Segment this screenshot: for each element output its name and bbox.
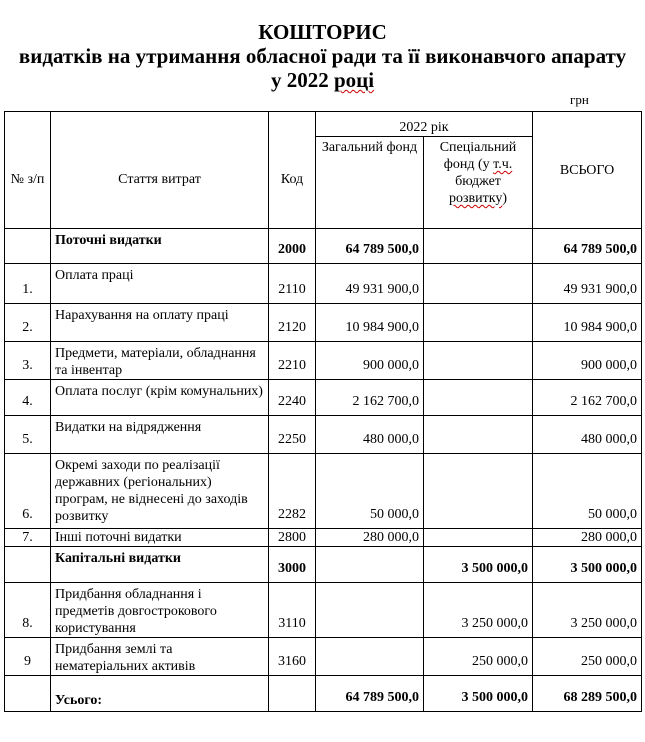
row-code: 2110 bbox=[269, 264, 316, 304]
table-row bbox=[5, 229, 642, 264]
row-total: 68 289 500,0 bbox=[533, 676, 642, 712]
row-special bbox=[424, 416, 533, 454]
document-title: КОШТОРИС bbox=[258, 20, 387, 44]
table-row bbox=[5, 304, 642, 342]
row-total: 50 000,0 bbox=[533, 454, 642, 529]
header-special-dev: розвитку bbox=[448, 191, 503, 206]
row-num: 3. bbox=[5, 342, 51, 380]
row-special bbox=[424, 304, 533, 342]
table-row bbox=[5, 676, 642, 712]
row-num: 7. bbox=[5, 529, 51, 547]
row-num: 4. bbox=[5, 380, 51, 416]
row-total: 900 000,0 bbox=[533, 342, 642, 380]
row-special bbox=[424, 264, 533, 304]
row-item: Усього: bbox=[51, 676, 269, 712]
row-code: 2210 bbox=[269, 342, 316, 380]
row-item: Оплата праці bbox=[51, 264, 269, 304]
header-year: 2022 рік bbox=[316, 112, 533, 137]
row-general bbox=[316, 583, 424, 638]
row-item: Нарахування на оплату праці bbox=[51, 304, 269, 342]
row-special: 3 500 000,0 bbox=[424, 547, 533, 583]
row-general: 49 931 900,0 bbox=[316, 264, 424, 304]
row-special bbox=[424, 380, 533, 416]
row-general: 900 000,0 bbox=[316, 342, 424, 380]
row-total: 64 789 500,0 bbox=[533, 229, 642, 264]
row-num bbox=[5, 229, 51, 264]
table-row bbox=[5, 342, 642, 380]
header-num: № з/п bbox=[5, 112, 51, 229]
row-num bbox=[5, 547, 51, 583]
row-general bbox=[316, 547, 424, 583]
header-special-suffix: ) bbox=[502, 191, 508, 206]
row-num: 1. bbox=[5, 264, 51, 304]
table-row bbox=[5, 529, 642, 547]
row-general bbox=[316, 638, 424, 676]
document-subtitle: видатків на утримання обласної ради та її виконавчого апарату bbox=[18, 44, 627, 68]
budget-table bbox=[4, 111, 642, 712]
row-item: Придбання обладнання і предметів довгострокового користування bbox=[51, 583, 269, 638]
table-row bbox=[5, 380, 642, 416]
table-row bbox=[5, 583, 642, 638]
row-general: 480 000,0 bbox=[316, 416, 424, 454]
row-code bbox=[269, 676, 316, 712]
currency-unit: грн bbox=[570, 92, 589, 107]
header-item: Стаття витрат bbox=[51, 112, 269, 229]
row-special bbox=[424, 454, 533, 529]
row-item: Інші поточні видатки bbox=[51, 529, 269, 547]
row-num: 8. bbox=[5, 583, 51, 638]
row-total: 10 984 900,0 bbox=[533, 304, 642, 342]
header-total: ВСЬОГО bbox=[533, 112, 642, 229]
year-word: році bbox=[333, 68, 375, 92]
row-total: 250 000,0 bbox=[533, 638, 642, 676]
header-special bbox=[424, 137, 533, 229]
row-special: 3 250 000,0 bbox=[424, 583, 533, 638]
header-row-1 bbox=[5, 112, 642, 137]
row-code: 2120 bbox=[269, 304, 316, 342]
row-special bbox=[424, 529, 533, 547]
year-prefix: у 2022 bbox=[270, 68, 334, 92]
table-row bbox=[5, 454, 642, 529]
row-code: 2240 bbox=[269, 380, 316, 416]
row-item: Оплата послуг (крім комунальних) bbox=[51, 380, 269, 416]
row-item: Капітальні видатки bbox=[51, 547, 269, 583]
row-general: 2 162 700,0 bbox=[316, 380, 424, 416]
row-general: 10 984 900,0 bbox=[316, 304, 424, 342]
row-item: Окремі заходи по реалізації державних (регіональних) програм, не віднесені до заходів розвитку bbox=[51, 454, 269, 529]
row-total: 2 162 700,0 bbox=[533, 380, 642, 416]
row-total: 49 931 900,0 bbox=[533, 264, 642, 304]
table-row bbox=[5, 416, 642, 454]
header-special-tch: т.ч. bbox=[493, 157, 513, 172]
row-num: 2. bbox=[5, 304, 51, 342]
header-code: Код bbox=[269, 112, 316, 229]
row-code: 2250 bbox=[269, 416, 316, 454]
row-code: 2800 bbox=[269, 529, 316, 547]
row-item: Предмети, матеріали, обладнання та інвентар bbox=[51, 342, 269, 380]
row-item: Поточні видатки bbox=[51, 229, 269, 264]
table-row bbox=[5, 638, 642, 676]
header-general: Загальний фонд bbox=[316, 137, 424, 229]
row-special bbox=[424, 229, 533, 264]
row-total: 3 250 000,0 bbox=[533, 583, 642, 638]
table-row bbox=[5, 264, 642, 304]
row-special bbox=[424, 342, 533, 380]
row-item: Придбання землі та нематеріальних активів bbox=[51, 638, 269, 676]
row-special: 3 500 000,0 bbox=[424, 676, 533, 712]
row-num bbox=[5, 676, 51, 712]
row-general: 64 789 500,0 bbox=[316, 229, 424, 264]
row-total: 3 500 000,0 bbox=[533, 547, 642, 583]
row-special: 250 000,0 bbox=[424, 638, 533, 676]
row-code: 3000 bbox=[269, 547, 316, 583]
row-num: 9 bbox=[5, 638, 51, 676]
row-num: 5. bbox=[5, 416, 51, 454]
row-code: 2000 bbox=[269, 229, 316, 264]
row-item: Видатки на відрядження bbox=[51, 416, 269, 454]
row-general: 50 000,0 bbox=[316, 454, 424, 529]
row-num: 6. bbox=[5, 454, 51, 529]
document-subtitle-year bbox=[0, 68, 645, 92]
header-special-mid: бюджет bbox=[455, 174, 501, 189]
row-general: 280 000,0 bbox=[316, 529, 424, 547]
row-general: 64 789 500,0 bbox=[316, 676, 424, 712]
row-total: 480 000,0 bbox=[533, 416, 642, 454]
row-code: 3110 bbox=[269, 583, 316, 638]
row-code: 3160 bbox=[269, 638, 316, 676]
table-row bbox=[5, 547, 642, 583]
row-code: 2282 bbox=[269, 454, 316, 529]
row-total: 280 000,0 bbox=[533, 529, 642, 547]
header-special-prefix: Спеціальний фонд (у bbox=[439, 140, 517, 172]
